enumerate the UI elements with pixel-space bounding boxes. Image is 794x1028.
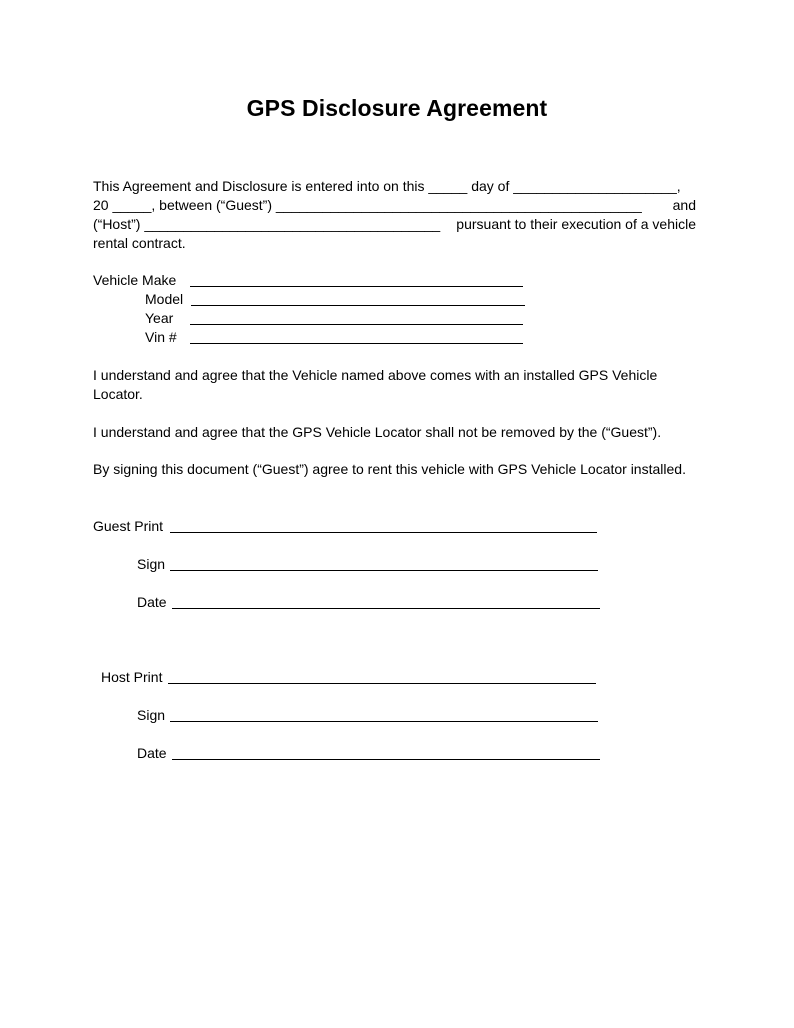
document-title: GPS Disclosure Agreement (246, 95, 548, 121)
host-sign-line[interactable] (170, 721, 598, 722)
host-print-line[interactable] (168, 683, 596, 684)
intro-line-4: rental contract. (93, 235, 186, 251)
intro-line-2-left: 20 _____, between (“Guest”) _______________________________________________ (93, 197, 642, 213)
clause-1-line-1: I understand and agree that the Vehicle named above comes with an installed GPS Vehicle (93, 367, 658, 383)
intro-line-3-left: (“Host”) ______________________________________ (93, 216, 441, 232)
intro-line-3 (93, 215, 696, 234)
intro-line-2-right: and (672, 197, 696, 213)
vehicle-model-line[interactable] (191, 305, 525, 306)
clause-3: By signing this document (“Guest”) agree to rent this vehicle with GPS Vehicle Locator installed. (93, 461, 686, 477)
guest-sign-label: Sign (137, 556, 166, 572)
intro-line-1: This Agreement and Disclosure is entered into on this _____ day of _____________________, (93, 178, 681, 194)
guest-sign-line[interactable] (170, 570, 598, 571)
vehicle-make-label: Vehicle Make (93, 272, 177, 288)
host-date-line[interactable] (172, 759, 600, 760)
vehicle-make-line[interactable] (190, 286, 523, 287)
vehicle-model-label: Model (145, 291, 184, 307)
vehicle-year-line[interactable] (190, 324, 523, 325)
vehicle-vin-line[interactable] (190, 343, 523, 344)
guest-date-line[interactable] (172, 608, 600, 609)
guest-print-line[interactable] (170, 532, 597, 533)
guest-date-label: Date (137, 594, 167, 610)
clause-2: I understand and agree that the GPS Vehicle Locator shall not be removed by the (“Guest”). (93, 424, 662, 440)
host-date-label: Date (137, 745, 167, 761)
intro-line-2 (93, 196, 696, 215)
vehicle-year-label: Year (145, 310, 174, 326)
intro-line-3-right: pursuant to their execution of a vehicle (456, 216, 696, 232)
host-print-label: Host Print (101, 669, 163, 685)
clause-1-line-2: Locator. (93, 386, 143, 402)
guest-print-label: Guest Print (93, 518, 164, 534)
host-sign-label: Sign (137, 707, 166, 723)
vehicle-vin-label: Vin # (145, 329, 177, 345)
